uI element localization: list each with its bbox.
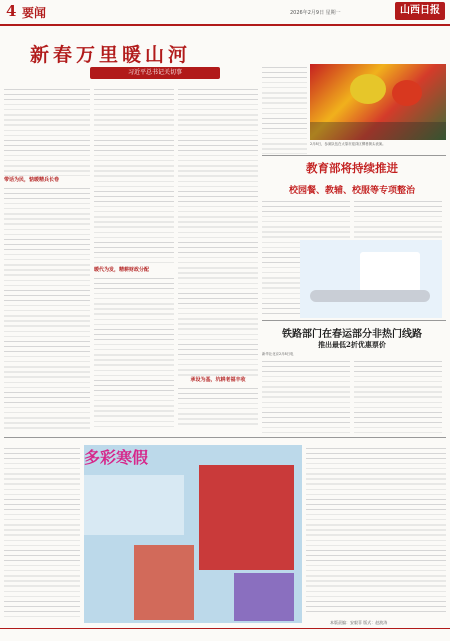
lion-dance-photo: [310, 64, 446, 140]
text-lines: [4, 185, 90, 431]
subhead-1: 带话为民，惦暖精兵长卷: [4, 177, 60, 183]
dateline: 2026年2月9日 星期一: [290, 10, 341, 16]
story3-source: 新华社北京2月8日电: [262, 352, 294, 356]
lion-head-shape: [350, 74, 386, 104]
winter-holiday-banner: 多彩寒假: [84, 448, 149, 467]
story3-title: 铁路部门在春运部分非热门线路: [282, 329, 422, 340]
newspaper-logo: 山西日报: [395, 2, 445, 20]
portrait-photo-shape: [134, 545, 194, 620]
text-lines: [178, 385, 258, 425]
lead-tagline: 习近平总书记关切事: [90, 67, 220, 79]
lion-head-shape: [392, 80, 422, 106]
lead-headline: 新春万里暖山河: [30, 44, 192, 66]
lead-column-4: [262, 64, 307, 154]
bottom-left-column: [4, 445, 80, 620]
text-lines: [262, 64, 307, 154]
subhead-2: 暖代为发，精耕财政分配: [94, 267, 150, 273]
editor-credit: 本版责编：安毅菲 版式：赵波涛: [330, 620, 388, 625]
masthead: [0, 0, 450, 26]
story2-column-2: [354, 198, 442, 238]
dance-photo-shape: [84, 475, 184, 535]
story3-column-1: [262, 358, 350, 433]
page-number: 4: [6, 2, 17, 20]
divider: [4, 437, 446, 438]
text-lines: [4, 86, 90, 176]
train-illustration: [300, 240, 442, 318]
lead-column-3: [178, 86, 258, 431]
story3-subtitle: 推出最低2折优惠票价: [318, 340, 386, 349]
text-lines: [94, 275, 174, 431]
train-shape: [310, 290, 430, 302]
lead-column-2: [94, 86, 174, 431]
text-lines: [94, 86, 174, 266]
opera-photo-shape: [234, 573, 294, 621]
lion-photo-caption: 2月8日，参演队伍在太原市迎泽区柳巷街头表演。: [310, 142, 386, 146]
story2-title: 教育部将持续推进: [306, 161, 398, 175]
divider: [262, 320, 446, 321]
story3-column-2: [354, 358, 442, 433]
phone-shape: [360, 252, 420, 292]
lead-column-1: [4, 86, 90, 431]
text-lines: [178, 86, 258, 376]
bottom-right-column: [306, 445, 446, 615]
story2-subtitle: 校园餐、教辅、校服等专项整治: [288, 186, 415, 196]
footer-bar: [0, 628, 450, 641]
crowd-shape: [310, 122, 446, 140]
lantern-photo-shape: [199, 465, 294, 570]
winter-holiday-photo: [84, 445, 302, 623]
section-title: 要闻: [22, 6, 47, 20]
divider: [262, 155, 446, 156]
subhead-3: 承设为基，坑耕老福丰收: [190, 377, 246, 383]
